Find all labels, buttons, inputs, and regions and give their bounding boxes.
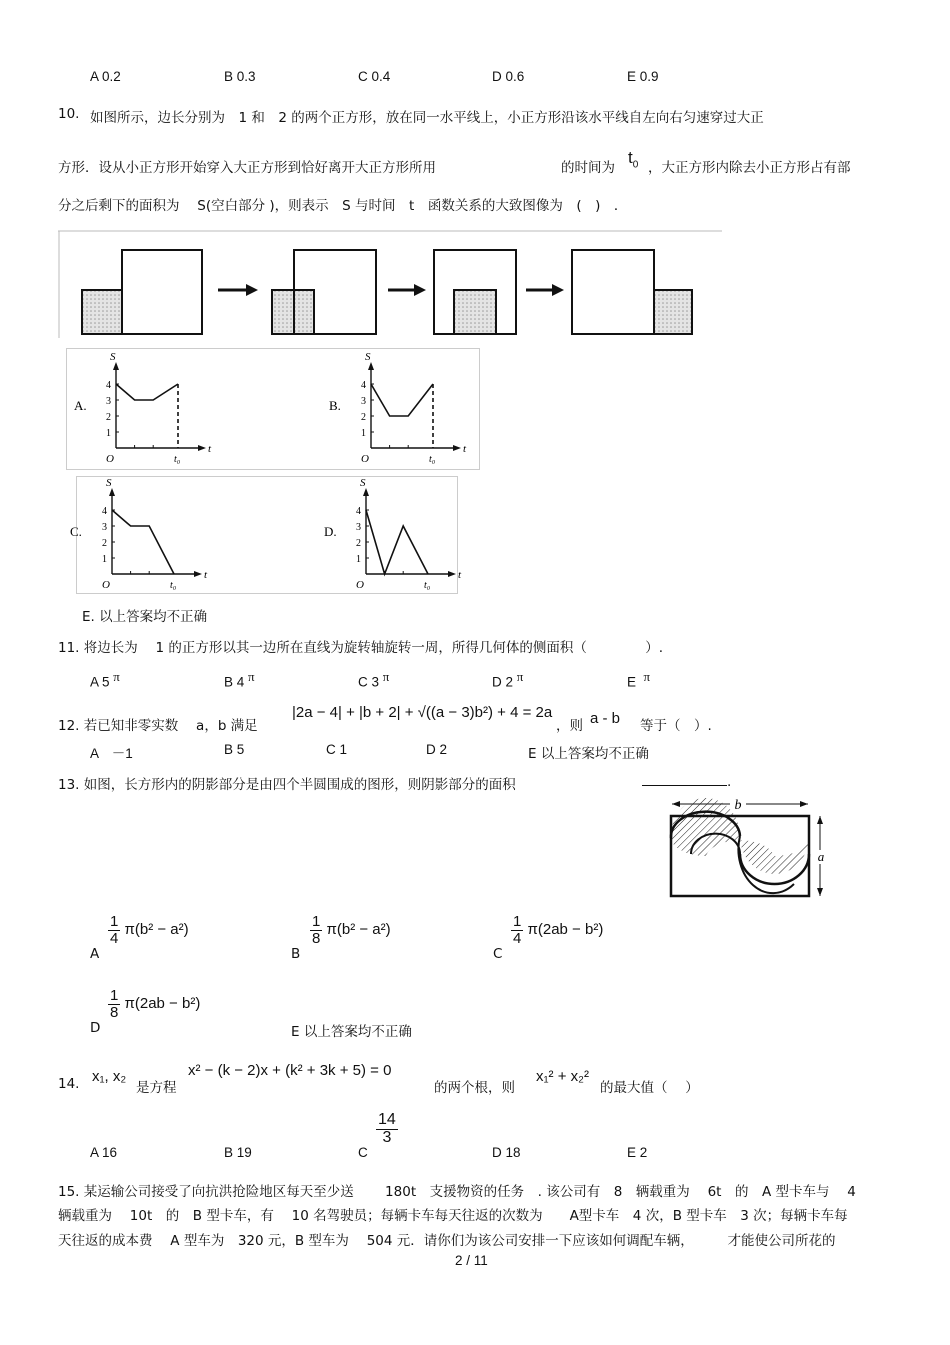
q13-option-a: $\frac{1}{4}$ π(b² − a²) xyxy=(110,913,189,947)
small-square-4 xyxy=(654,290,692,334)
graph-C-label: C. xyxy=(70,524,82,539)
small-square-3 xyxy=(454,290,496,334)
graph-D-t0-label: t₀ xyxy=(424,580,431,591)
q14-number: 14. xyxy=(58,1076,80,1092)
q14-two-roots: 的两个根，则 xyxy=(434,1080,515,1096)
q10-squares-figure xyxy=(58,230,722,340)
q11-option-d: D 2 $^\pi$ xyxy=(492,669,524,690)
q14-is-equation: 是方程 xyxy=(136,1080,177,1096)
graph-B-s-arrow xyxy=(368,362,374,370)
graph-B-t-arrow xyxy=(453,445,461,451)
graph-D-s-arrow xyxy=(363,488,369,496)
graph-C-origin: O xyxy=(102,579,110,591)
fig-label-a: a xyxy=(817,849,825,864)
q12-tail: 等于（ ）. xyxy=(640,718,712,734)
q12-equation: |2a − 4| + |b + 2| + √((a − 3)b²) + 4 = 2a xyxy=(292,704,553,721)
q10-line1: 如图所示，边长分别为 1 和 2 的两个正方形，放在同一水平线上，小正方形沿该水平线自左向右匀速穿过大正 xyxy=(90,110,764,126)
q14-option-c: C xyxy=(358,1145,368,1160)
graph-D-curve xyxy=(366,510,428,574)
q11-option-e: E $^\pi$ xyxy=(627,669,651,690)
q12-option-b: B 5 xyxy=(224,742,245,757)
graph-C-tick-3: 3 xyxy=(102,522,107,533)
q12-option-d: D 2 xyxy=(426,742,448,757)
graph-D-tick-2: 2 xyxy=(356,538,361,549)
q15-line2: 辆载重为 10t 的 B 型卡车，有 10 名驾驶员；每辆卡车每天往返的次数为 A型卡车 4 次，B 型卡车 3 次；每辆卡车每 xyxy=(58,1208,848,1224)
q10-option-e: E. 以上答案均不正确 xyxy=(82,609,208,625)
graph-C-s-arrow xyxy=(109,488,115,496)
q13-option-b: $\frac{1}{8}$ π(b² − a²) xyxy=(312,913,391,947)
q13-text: 13. 如图，长方形内的阴影部分是由四个半圆围成的图形，则阴影部分的面积 xyxy=(58,777,516,793)
graph-C-t-label: t xyxy=(204,569,208,581)
q13-option-c-letter: C xyxy=(493,946,503,962)
q12-option-e: E 以上答案均不正确 xyxy=(528,746,649,762)
q11-option-c: C 3 $^\pi$ xyxy=(358,669,390,690)
graph-A-tick-1: 1 xyxy=(106,428,111,439)
q14-equation: x² − (k − 2)x + (k² + 3k + 5) = 0 xyxy=(188,1062,392,1079)
graph-A-origin: O xyxy=(106,453,114,465)
graph-B-s-label: S xyxy=(365,351,371,363)
graph-B-tick-4: 4 xyxy=(361,380,366,391)
q14-option-e: E 2 xyxy=(627,1145,648,1160)
graph-A-s-label: S xyxy=(110,351,116,363)
q10-graphs-cd xyxy=(70,476,462,594)
q12-suffix: ，则 xyxy=(556,718,583,734)
graph-A-tick-4: 4 xyxy=(106,380,111,391)
q13-option-d: $\frac{1}{8}$ π(2ab − b²) xyxy=(110,987,201,1021)
graph-B-curve xyxy=(371,384,433,416)
graph-D-t-label: t xyxy=(458,569,462,581)
small-square-1 xyxy=(82,290,122,334)
q14-roots: x₁, x₂ xyxy=(92,1068,127,1085)
q10-graphs-ab xyxy=(66,348,480,470)
q15-line1: 15. 某运输公司接受了向抗洪抢险地区每天至少送 180t 支援物资的任务 . 该公司有 8 辆载重为 6t 的 A 型卡车与 4 xyxy=(58,1184,856,1200)
graph-C-tick-4: 4 xyxy=(102,506,107,517)
graph-D-label: D. xyxy=(324,524,337,539)
q10-line3: 分之后剩下的面积为 S(空白部分 )，则表示 S 与时间 t 函数关系的大致图像为 ( ) ． xyxy=(58,198,628,214)
q9-option-e: E 0.9 xyxy=(627,69,659,84)
q9-option-a: A 0.2 xyxy=(90,69,121,84)
page-number: 2 / 11 xyxy=(455,1253,488,1268)
graph-B-tick-3: 3 xyxy=(361,396,366,407)
q9-option-d: D 0.6 xyxy=(492,69,525,84)
graph-A-label: A. xyxy=(74,398,87,413)
graph-D-origin: O xyxy=(356,579,364,591)
graph-C-s-label: S xyxy=(106,477,112,489)
q14-option-b: B 19 xyxy=(224,1145,252,1160)
graph-A-t0-label: t₀ xyxy=(174,454,181,465)
graph-D-s-label: S xyxy=(360,477,366,489)
arrow-3-head xyxy=(552,284,564,296)
q13-answer-blank: . xyxy=(642,773,731,790)
q14-option-c-fraction: $\frac{14}{3}$ xyxy=(378,1111,396,1146)
q14-option-d: D 18 xyxy=(492,1145,521,1160)
q14-expression: x₁² + x₂² xyxy=(536,1068,589,1085)
graph-C-t0-label: t₀ xyxy=(170,580,177,591)
q10-number: 10. xyxy=(58,106,80,122)
big-square-1 xyxy=(122,250,202,334)
graph-C-curve xyxy=(112,510,174,574)
graph-D-tick-3: 3 xyxy=(356,522,361,533)
q13-option-d-letter: D xyxy=(90,1020,101,1036)
q12-option-c: C 1 xyxy=(326,742,348,757)
q10-line2a: 方形．设从小正方形开始穿入大正方形到恰好离开大正方形所用 xyxy=(58,160,436,176)
q13-option-a-letter: A xyxy=(90,946,100,962)
q11-option-a: A 5 $^\pi$ xyxy=(90,669,120,690)
q12-text: 12. 若已知非零实数 a，b 满足 xyxy=(58,718,258,734)
q11-text: 11. 将边长为 1 的正方形以其一边所在直线为旋转轴旋转一周，所得几何体的侧面积（ ）. xyxy=(58,640,664,656)
q13-option-e: E 以上答案均不正确 xyxy=(291,1024,412,1040)
q13-option-b-letter: B xyxy=(291,946,301,962)
q14-option-a: A 16 xyxy=(90,1145,118,1160)
graph-A-tick-3: 3 xyxy=(106,396,111,407)
graph-A-tick-2: 2 xyxy=(106,412,111,423)
q10-line2b: 的时间为 xyxy=(561,160,615,176)
graph-B-t0-label: t₀ xyxy=(429,454,436,465)
fig-label-b: b xyxy=(734,798,742,813)
big-square-4 xyxy=(572,250,654,334)
graph-A-s-arrow xyxy=(113,362,119,370)
graph-C-tick-1: 1 xyxy=(102,554,107,565)
graph-A-curve xyxy=(116,384,178,400)
graph-D-tick-1: 1 xyxy=(356,554,361,565)
arrow-1-head xyxy=(246,284,258,296)
graph-B-tick-2: 2 xyxy=(361,412,366,423)
q13-figure xyxy=(664,796,830,904)
q10-t0: $t_0$ xyxy=(628,148,639,171)
graph-D-tick-4: 4 xyxy=(356,506,361,517)
graph-A-t-label: t xyxy=(208,443,212,455)
q11-option-b: B 4 $^\pi$ xyxy=(224,669,255,690)
graph-B-origin: O xyxy=(361,453,369,465)
graph-C-tick-2: 2 xyxy=(102,538,107,549)
graph-D-t-arrow xyxy=(448,571,456,577)
q10-line2c: ，大正方形内除去小正方形占有部 xyxy=(648,160,851,176)
q12-option-a: A －1 xyxy=(90,746,133,761)
graph-B-label: B. xyxy=(329,398,341,413)
q15-line3: 天往返的成本费 A 型车为 320 元，B 型车为 504 元．请你们为该公司安排一下应该如何调配车辆， 才能使公司所花的 xyxy=(58,1233,836,1249)
q9-option-b: B 0.3 xyxy=(224,69,256,84)
q14-max: 的最大值（ ） xyxy=(600,1080,699,1096)
graph-A-t-arrow xyxy=(198,445,206,451)
graph-C-t-arrow xyxy=(194,571,202,577)
q9-option-c: C 0.4 xyxy=(358,69,391,84)
arrow-2-head xyxy=(414,284,426,296)
graph-B-tick-1: 1 xyxy=(361,428,366,439)
q13-option-c: $\frac{1}{4}$ π(2ab − b²) xyxy=(513,913,604,947)
graph-B-t-label: t xyxy=(463,443,467,455)
q12-a-minus-b: a - b xyxy=(590,710,621,727)
